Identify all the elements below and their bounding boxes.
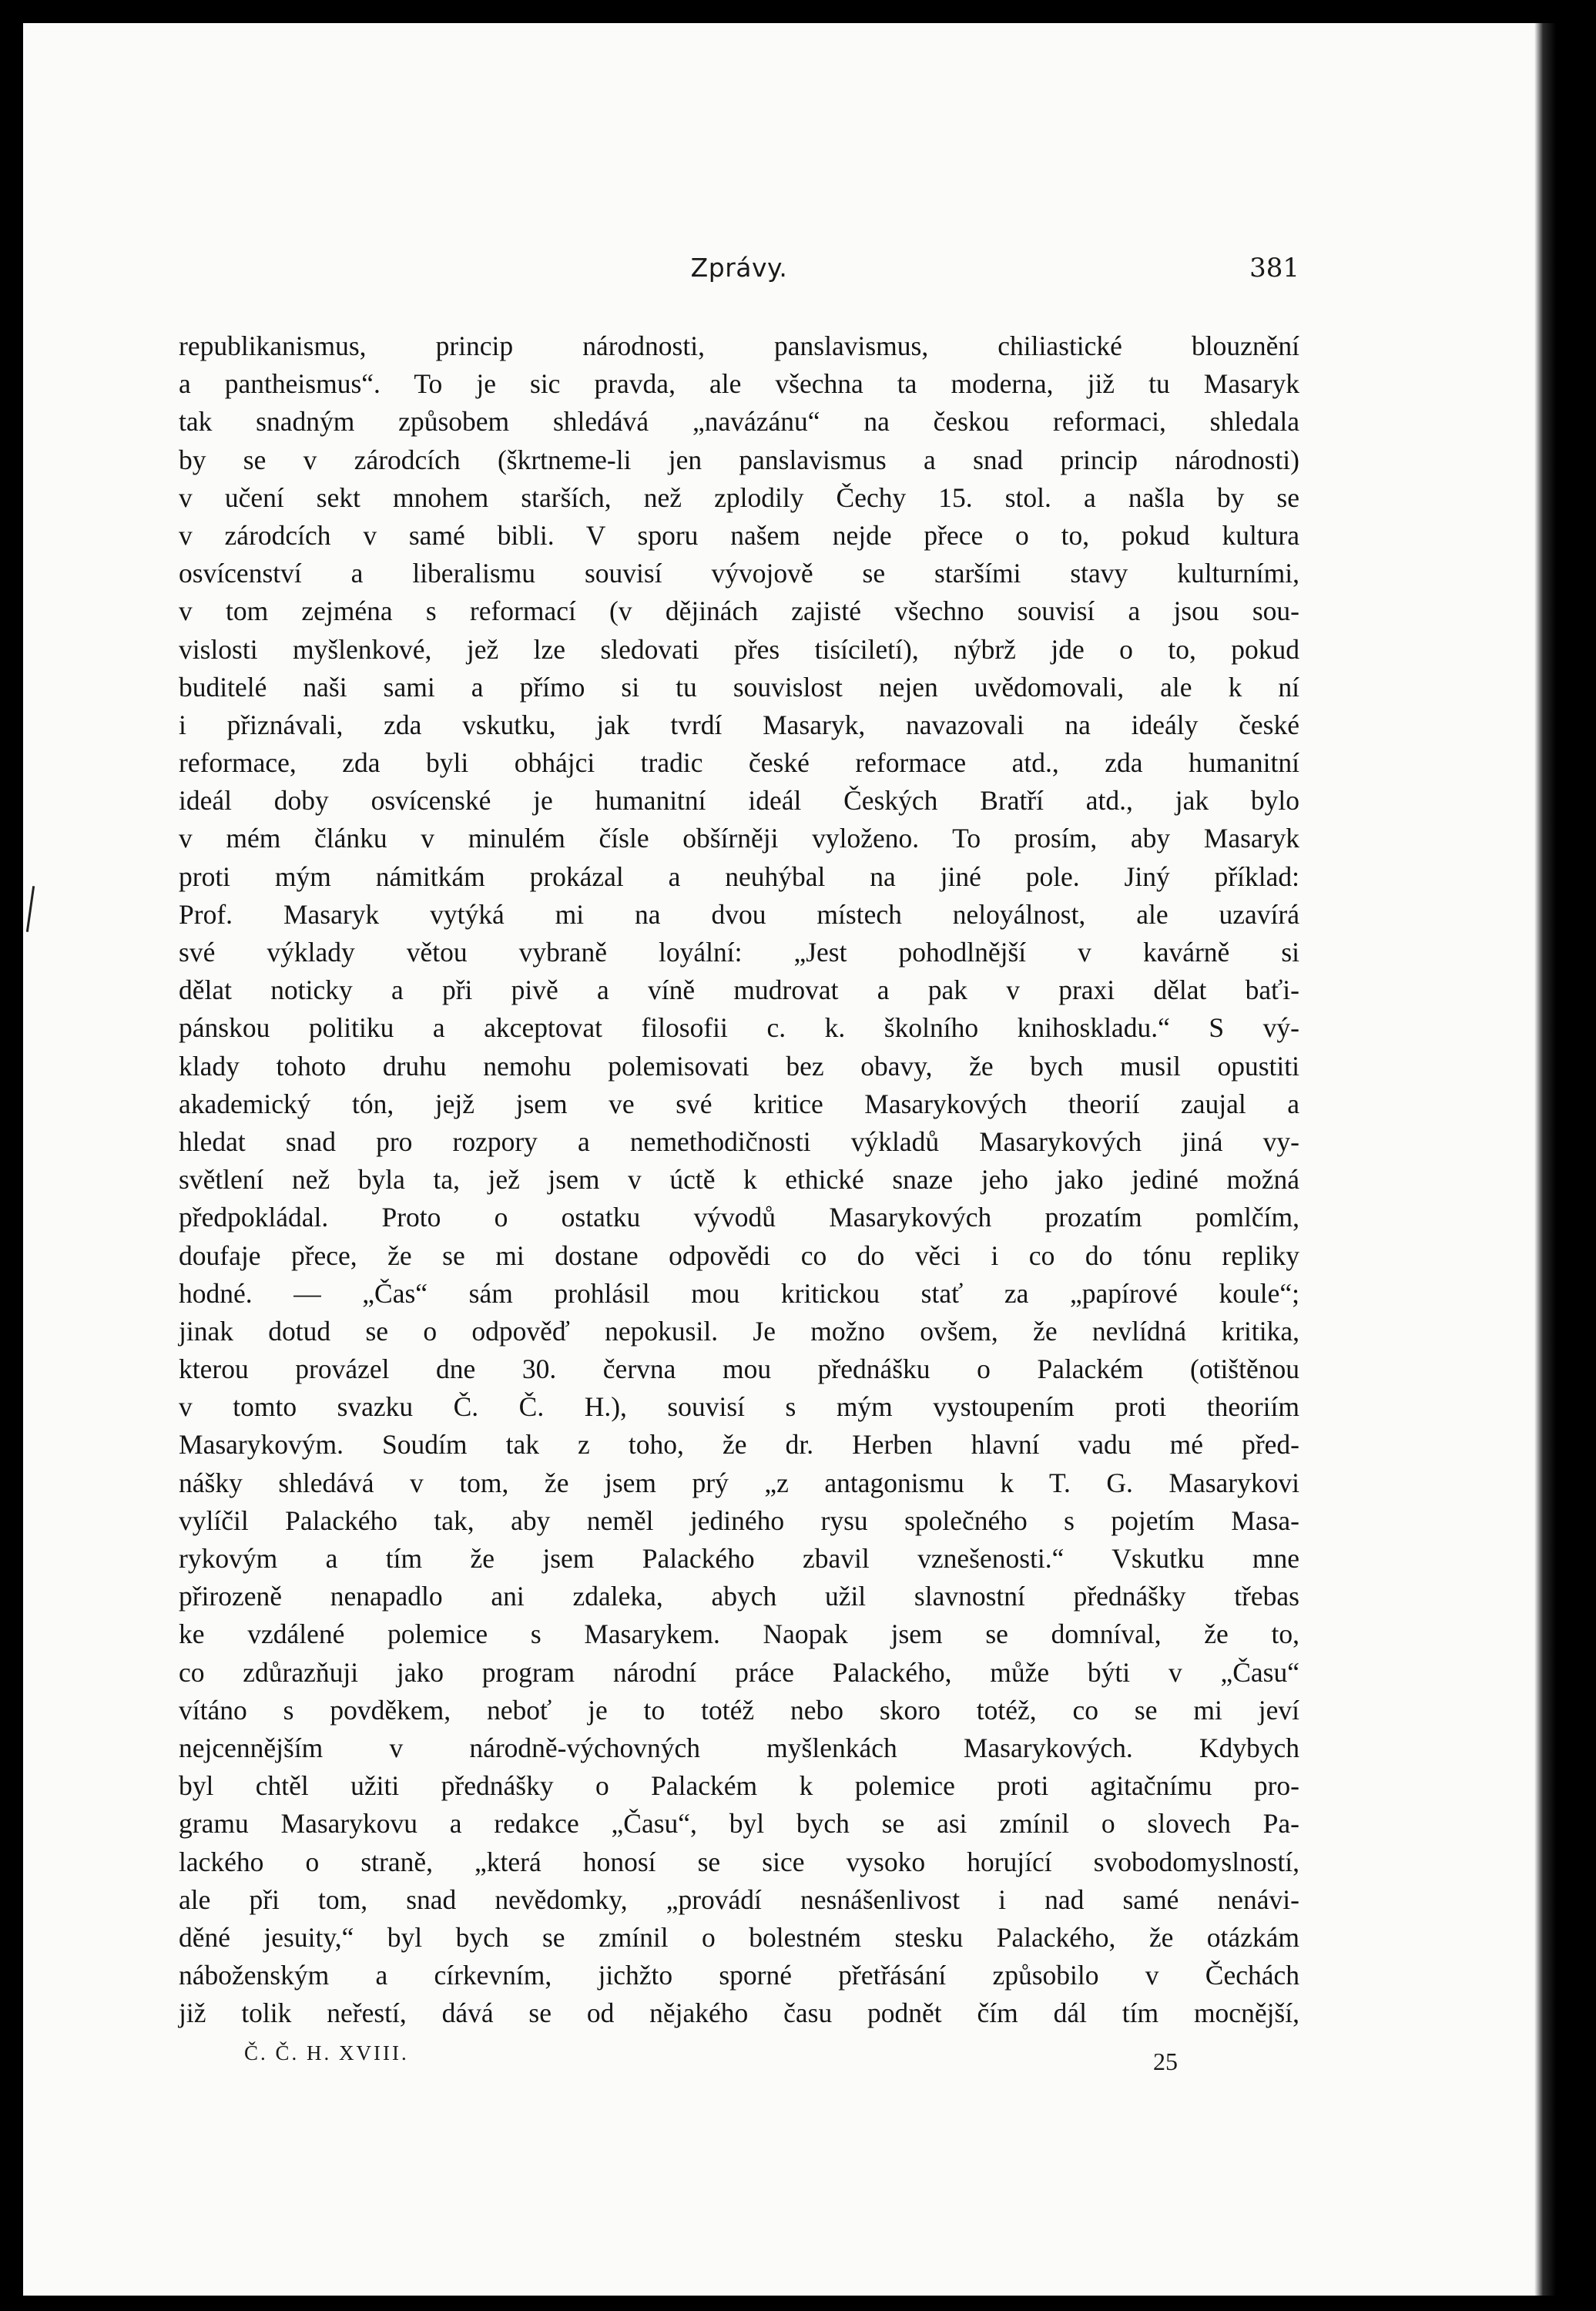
page-header <box>179 253 1299 291</box>
text-line: v zárodcích v samé bibli. V sporu našem nejde přece o to, pokud kultura <box>179 519 1299 551</box>
text-line: nášky shledává v tom, že jsem prý „z antagonismu k T. G. Masarykovi <box>179 1467 1299 1498</box>
text-line: nejcennějším v národně-výchovných myšlenkách Masarykových. Kdybych <box>179 1732 1299 1763</box>
text-line: gramu Masarykovu a redakce „Času“, byl bych se asi zmínil o slovech Pa- <box>179 1808 1299 1840</box>
text-line: lackého o straně, „která honosí se sice vysoko horující svobodomyslností, <box>179 1846 1299 1877</box>
text-line: v mém článku v minulém čísle obšírněji vyloženo. To prosím, aby Masaryk <box>179 823 1299 854</box>
page-number: 381 <box>1249 253 1299 283</box>
text-line: dělat noticky a při pivě a víně mudrovat a pak v praxi dělat baťi- <box>179 974 1299 1006</box>
running-title: Zprávy. <box>690 253 788 283</box>
text-line: v tomto svazku Č. Č. H.), souvisí s mým vystoupením proti theoriím <box>179 1391 1299 1423</box>
text-line: i přiznávali, zda vskutku, jak tvrdí Masaryk, navazovali na ideály české <box>179 709 1299 740</box>
text-line: jinak dotud se o odpověď nepokusil. Je možno ovšem, že nevlídná kritika, <box>179 1315 1299 1347</box>
text-line: republikanismus, princip národnosti, panslavismus, chiliastické blouznění <box>179 330 1299 361</box>
scan-edge <box>1534 23 1556 2296</box>
sheet-number: 25 <box>1153 2048 1178 2075</box>
text-line: Prof. Masaryk vytýká mi na dvou místech neloyálnost, ale uzavírá <box>179 898 1299 930</box>
text-line: předpokládal. Proto o ostatku vývodů Masarykových prozatím pomlčím, <box>179 1202 1299 1233</box>
document-page <box>23 23 1556 2296</box>
text-line: doufaje přece, že se mi dostane odpovědi co do věci i co do tónu repliky <box>179 1239 1299 1271</box>
text-line: kterou provázel dne 30. června mou přednášku o Palackém (otištěnou <box>179 1353 1299 1385</box>
text-line: náboženským a církevním, jichžto sporné přetřásání způsobilo v Čechách <box>179 1960 1299 1991</box>
text-line: proti mým námitkám prokázal a neuhýbal na jiné pole. Jiný příklad: <box>179 860 1299 892</box>
text-line: hodné. — „Čas“ sám prohlásil mou kritickou stať za „papírové koule“; <box>179 1277 1299 1309</box>
text-line: v tom zejména s reformací (v dějinách zajisté všechno souvisí a jsou sou- <box>179 595 1299 627</box>
text-line: reformace, zda byli obhájci tradic české reformace atd., zda humanitní <box>179 747 1299 779</box>
text-line: přirozeně nenapadlo ani zdaleka, abych užil slavnostní přednášky třebas <box>179 1581 1299 1612</box>
text-line: osvícenství a liberalismu souvisí vývojově se staršími stavy kulturními, <box>179 558 1299 589</box>
text-line: vislosti myšlenkové, jež lze sledovati přes tisíciletí), nýbrž jde o to, pokud <box>179 633 1299 665</box>
text-line: hledat snad pro rozpory a nemethodičnosti výkladů Masarykových jiná vy- <box>179 1125 1299 1157</box>
text-line: své výklady větou vybraně loyální: „Jest pohodlnější v kavárně si <box>179 937 1299 968</box>
text-line: vítáno s povděkem, neboť je to totéž nebo skoro totéž, co se mi jeví <box>179 1694 1299 1726</box>
text-line: byl chtěl užiti přednášky o Palackém k polemice proti agitačnímu pro- <box>179 1770 1299 1802</box>
text-line: rykovým a tím že jsem Palackého zbavil vznešenosti.“ Vskutku mne <box>179 1543 1299 1574</box>
text-line: klady tohoto druhu nemohu polemisovati bez obavy, že bych musil opustiti <box>179 1050 1299 1082</box>
text-line: by se v zárodcích (škrtneme-li jen panslavismus a snad princip národnosti) <box>179 444 1299 475</box>
text-line: ale při tom, snad nevědomky, „provádí nesnášenlivost i nad samé nenávi- <box>179 1883 1299 1915</box>
body-text <box>179 327 1299 2032</box>
text-line: ideál doby osvícenské je humanitní ideál Českých Bratří atd., jak bylo <box>179 785 1299 817</box>
text-line: vylíčil Palackého tak, aby neměl jediného rysu společného s pojetím Masa- <box>179 1504 1299 1536</box>
text-line: v učení sekt mnohem starších, než zplodily Čechy 15. stol. a našla by se <box>179 481 1299 513</box>
page-footer <box>179 2041 1299 2080</box>
text-line: již tolik neřestí, dává se od nějakého času podnět čím dál tím mocnější, <box>179 1997 1299 2029</box>
text-line: pánskou politiku a akceptovat filosofii c. k. školního knihoskladu.“ S vý- <box>179 1012 1299 1044</box>
text-line: buditelé naši sami a přímo si tu souvislost nejen uvědomovali, ale k ní <box>179 671 1299 703</box>
text-line: děné jesuity,“ byl bych se zmínil o bolestném stesku Palackého, že otázkám <box>179 1921 1299 1953</box>
text-line: a pantheismus“. To je sic pravda, ale všechna ta moderna, již tu Masaryk <box>179 368 1299 400</box>
signature-mark: Č. Č. H. XVIII. <box>244 2041 409 2064</box>
text-line: tak snadným způsobem shledává „navázánu“ na českou reformaci, shledala <box>179 406 1299 438</box>
text-line: co zdůrazňuji jako program národní práce Palackého, může býti v „Času“ <box>179 1656 1299 1688</box>
text-line: světlení než byla ta, jež jsem v úctě k ethické snaze jeho jako jediné možná <box>179 1164 1299 1196</box>
text-line: Masarykovým. Soudím tak z toho, že dr. Herben hlavní vadu mé před- <box>179 1429 1299 1461</box>
text-line: ke vzdálené polemice s Masarykem. Naopak jsem se domníval, že to, <box>179 1618 1299 1650</box>
text-line: akademický tón, jejž jsem ve své kritice Masarykových theorií zaujal a <box>179 1088 1299 1119</box>
